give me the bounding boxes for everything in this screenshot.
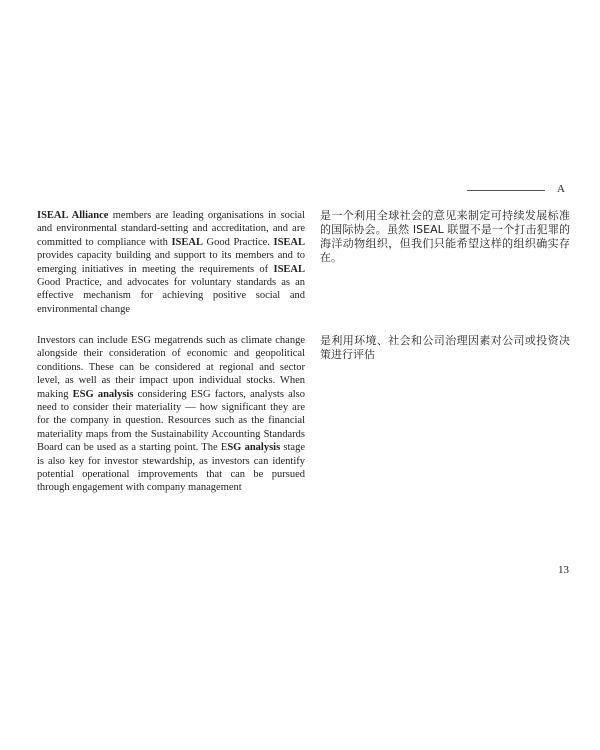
section-letter: A <box>557 183 565 195</box>
english-paragraph-esg <box>37 334 305 495</box>
bold-term: ISEAL <box>273 263 305 275</box>
chinese-paragraph-esg: 是利用环境、社会和公司治理因素对公司或投资决策进行评估 <box>320 334 570 361</box>
chinese-paragraph-iseal: 是一个利用全球社会的意见来制定可持续发展标准的国际协会。虽然 ISEAL 联盟不是一个打击犯罪的海洋动物组织，但我们只能希望这样的组织确实存在。 <box>320 209 570 264</box>
bold-term: SG analysis <box>227 442 281 454</box>
text-run: Good Practice, and advocates for voluntary standards as an effective mechanism for achieving positive social and environmental change <box>37 277 305 315</box>
bold-term: ESG analysis <box>72 388 134 400</box>
text-run: stage is also key for investor stewardship, as investors can identify potential operational improvements that can be pursued through engagement with company management <box>37 442 305 494</box>
text-run: members are leading organisations in social and environmental standard-setting and accreditation, and are committed to compliance with <box>37 210 305 248</box>
english-paragraph-iseal <box>37 209 305 316</box>
bold-term: ISEAL <box>273 236 305 248</box>
page-number: 13 <box>558 564 569 576</box>
bold-term: ISEAL Alliance <box>37 210 109 221</box>
text-run: Good Practice. <box>202 236 274 248</box>
bold-term: ISEAL <box>171 236 203 248</box>
text-run: provides capacity building and support to its members and to emerging initiatives in meeting the requirements of <box>37 250 305 275</box>
header-rule <box>467 190 545 191</box>
text-run: considering ESG factors, analysts also need to consider their materiality — how significant they are for the company in question. Resources such as the financial materiality maps from the Sustainability Accounting Standards Board can be used as a starting point. The E <box>37 388 305 454</box>
text-run: Investors can include ESG megatrends such as climate change alongside their consideration of economic and geopolitical conditions. These can be considered at regional and sector level, as well as their impact upon individual stocks. When making <box>37 335 305 400</box>
